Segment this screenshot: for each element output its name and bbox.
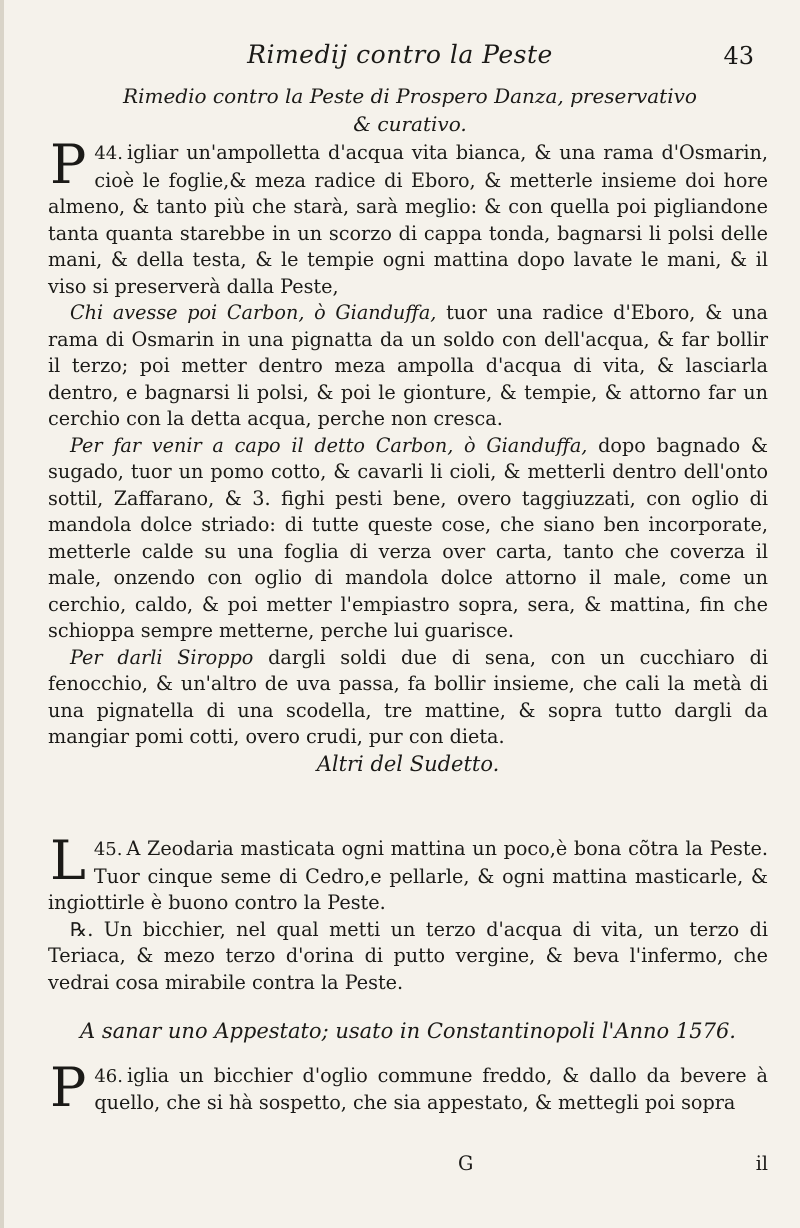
page-number: 43 [723,42,754,70]
paragraph-lead: Per darli Siroppo [70,645,254,669]
signature-mark: G [458,1152,474,1175]
paragraph-venir [48,433,768,645]
subheading-sanar: A sanar uno Appestato; usato in Constantinopoli l'Anno 1576. [80,1019,736,1043]
paragraph-siroppo [48,645,768,751]
paragraph-44 [48,133,768,300]
paragraph-text: Un bicchier, nel qual metti un terzo d'acqua di vita, un terzo di Teriaca, & mezo terzo d'orina di putto vergine, & beva l'infermo, che vedrai cosa mirabile contra la Peste. [48,917,768,994]
page-header [0,40,800,74]
paragraph-text: iglia un bicchier d'oglio commune freddo, & dallo da bevere à quello, che si hà sospetto, che sia appestato, & mettegli poi sopra [94,1063,768,1114]
section-title [60,82,760,138]
paragraph-number: 45. [93,839,123,860]
paragraph-number: 46. [94,1065,123,1087]
paragraph-text: dopo bagnado & sugado, tuor un pomo cotto, & cavarli li cioli, & metterli dentro dell'onto sottil, Zaffarano, & 3. fighi pesti bene, overo taggiuzzati, con oglio di mandola dolce striado: di tutte queste cose, che siano ben incorporate, metterle calde su una foglia di verza over carta, tanto che coverza il male, onzendo con oglio di mandola dolce attorno il male, come un cerchio, caldo, & poi metter l'empiastro sopra, sera, & mattina, fin che schioppa sempre metterne, perche lui guarisce. [48,433,768,642]
paragraph-lead: Per far venir a capo il detto Carbon, ò Gianduffa, [70,433,588,457]
paragraph-lead: Chi avesse poi Carbon, ò Gianduffa, [70,301,437,324]
body-text-lower [48,829,768,1119]
paragraph-text: dargli soldi due di sena, con un cucchiaro di fenocchio, & un'altro de uva passa, fa bollir insieme, che cali la metà di una pignatella di una scodella, tre mattine, & sopra tutto dargli da mangiar pomi cotti, overo crudi, pur con dieta. [48,645,768,748]
section-title-line1: Rimedio contro la Peste di Prospero Danza, preservativo [123,84,697,108]
running-title: Rimedij contro la Peste [247,40,553,69]
paragraph-text: A Zeodaria masticata ogni mattina un poco,è bona cõtra la Peste. Tuor cinque seme di Cedro,e pellarle, & ogni mattina masticarle, & ingiottirle è buono contro la Peste. [48,837,768,914]
paragraph-number: 44. [94,143,123,164]
paragraph-46 [48,1055,768,1119]
drop-cap: P [50,133,87,196]
paragraph-text: igliar un'ampolletta d'acqua vita bianca, & una rama d'Osmarin, cioè le foglie,& meza radice di Eboro, & metterle insieme doi hore almeno, & tanto più che starà, sarà meglio: & con quella poi pigliandone tanta quanta starebbe in un scorzo di cappa tonda, bagnarsi li polsi delle mani, & della testa, & le tempie ogni mattina dopo lavate le mani, & il viso si preserverà dalla Peste, [48,141,768,298]
subheading-altri: Altri del Sudetto. [316,751,500,776]
paragraph-text: tuor una radice d'Eboro, & una rama di Osmarin in una pignatta da un soldo con dell'acqua, & far bollir il terzo; poi metter dentro meza ampolla d'acqua di vita, & lasciarla dentro, e bagnarsi li polsi, & poi le gionture, & tempie, & attorno far un cerchio con la detta acqua, perche non cresca. [48,301,768,430]
paragraph-recipe [48,917,768,997]
drop-cap: L [50,829,86,892]
page-margin-edge [0,0,4,1228]
paragraph-45 [48,829,768,917]
section-title-line2: & curativo. [353,112,467,136]
catchword: il [755,1152,768,1175]
body-text-upper [48,133,768,777]
page-footer [48,1152,768,1182]
paragraph-carbon [48,300,768,433]
recipe-symbol: ℞. [70,917,94,941]
drop-cap: P [50,1055,87,1119]
